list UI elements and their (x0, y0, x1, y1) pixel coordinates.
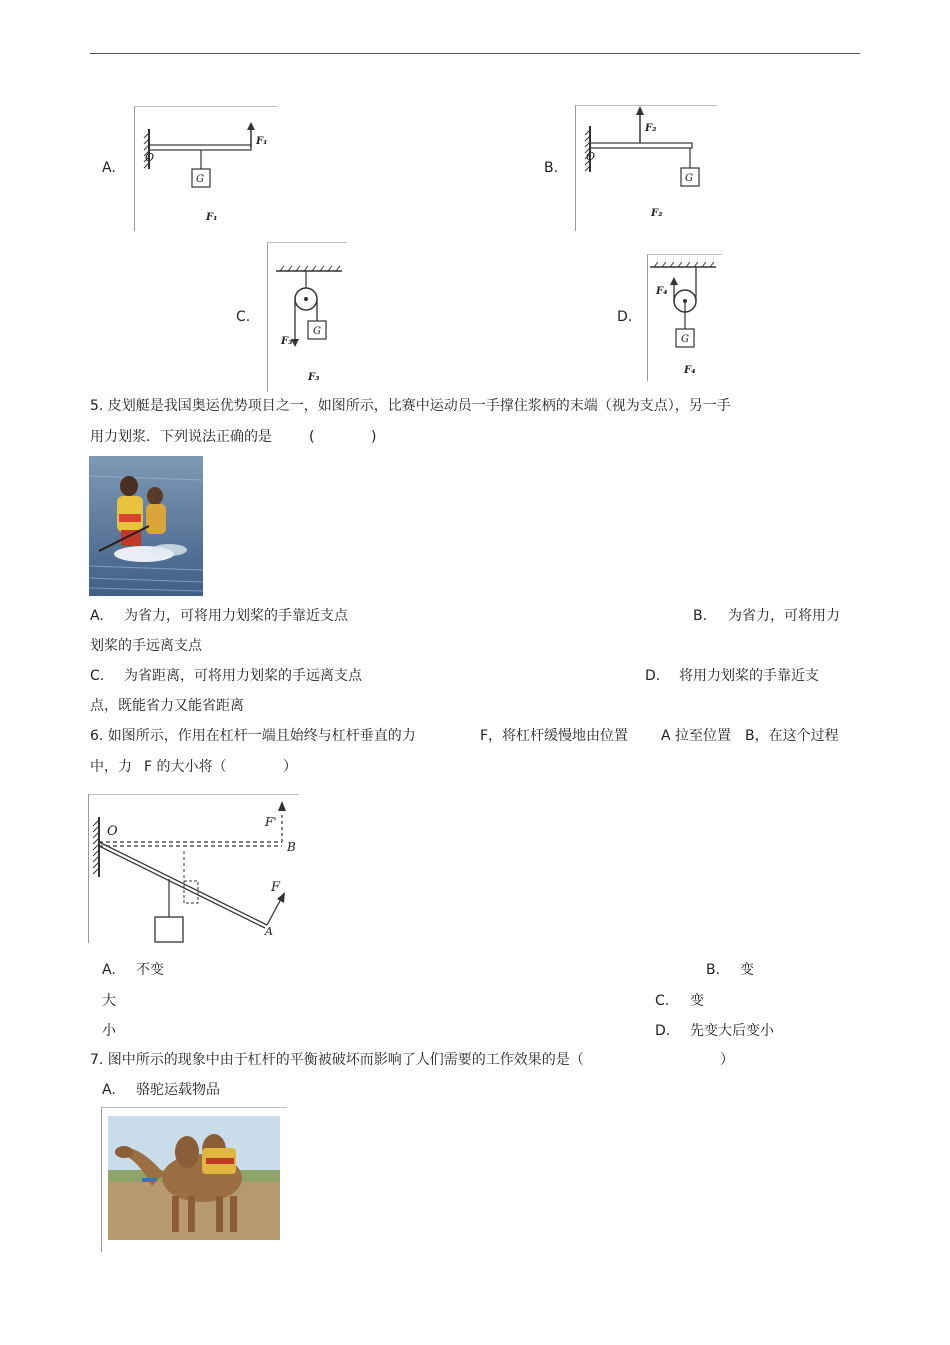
q4c-force-label: F₃ (281, 336, 293, 347)
q7-option-a-text: 骆驼运载物品 (136, 1082, 220, 1098)
q4d-weight: G (681, 334, 689, 345)
q6-stem-line1-a: 6. 如图所示，作用在杠杆一端且始终与杠杆垂直的力 (90, 728, 416, 744)
q7-stem-close: ） (720, 1052, 734, 1068)
q7-option-a-letter: A. (102, 1082, 116, 1098)
q4c-weight: G (313, 326, 321, 337)
q4-option-c-letter: C. (236, 309, 251, 325)
q4a-point-o: O (145, 151, 155, 164)
q4a-weight: G (196, 174, 204, 185)
q4b-force-caption: F₂ (651, 208, 663, 219)
q5-option-b-letter: B. (693, 608, 708, 624)
q4-figure-d (647, 254, 722, 381)
q5-stem-line1: 5. 皮划艇是我国奥运优势项目之一，如图所示，比赛中运动员一手撑住浆柄的末端（视为支点），另一手 (90, 398, 731, 414)
q4b-weight: G (685, 173, 693, 184)
q6-option-b-text: 变 (740, 962, 754, 978)
q6-option-c-text-cont: 小 (102, 1023, 116, 1039)
q6-stem-line2-c: ） (283, 759, 297, 775)
q5-option-c-letter: C. (90, 668, 105, 684)
q4b-force-label: F₂ (645, 123, 657, 134)
q4a-force-label: F₁ (256, 136, 268, 147)
q6-option-a-letter: A. (102, 962, 116, 978)
q6-option-a-text: 不变 (136, 962, 164, 978)
header-rule (90, 53, 860, 54)
q6-option-d-letter: D. (655, 1023, 671, 1039)
q4d-force-caption: F₄ (684, 365, 696, 376)
q4c-force-caption: F₃ (308, 372, 320, 383)
q5-answer-paren-open: ( (309, 429, 315, 445)
q6-fig-label-f: F (271, 880, 281, 895)
q7-stem: 7. 图中所示的现象中由于杠杆的平衡被破坏而影响了人们需要的工作效果的是（ (90, 1052, 584, 1068)
q5-option-d-text-cont: 点，既能省力又能省距离 (90, 698, 244, 714)
q6-stem-line2-b: F 的大小将（ (144, 759, 227, 775)
q5-option-a-text: 为省力，可将用力划桨的手靠近支点 (124, 608, 348, 624)
q6-lever-figure (88, 794, 299, 943)
q6-stem-line1-c: A 拉至位置 (661, 728, 732, 744)
q6-stem-line1-d: B，在这个过程 (745, 728, 839, 744)
q4a-force-caption: F₁ (206, 212, 218, 223)
q5-option-b-text-cont: 划桨的手远离支点 (90, 638, 202, 654)
q4-option-a-letter: A. (102, 160, 116, 176)
q6-fig-label-b: B (287, 840, 296, 854)
q6-fig-label-o: O (107, 824, 118, 839)
q4-option-b-letter: B. (544, 160, 559, 176)
q6-stem-line1-b: F，将杠杆缓慢地由位置 (480, 728, 629, 744)
q4d-force-label: F₄ (656, 286, 668, 297)
q4-figure-b (575, 105, 717, 231)
q5-option-c-text: 为省距离，可将用力划桨的手远离支点 (124, 668, 362, 684)
q6-stem-line2-a: 中，力 (90, 759, 132, 775)
q6-option-b-letter: B. (706, 962, 721, 978)
q5-kayak-photo (89, 456, 203, 596)
q4b-point-o: O (586, 150, 596, 163)
q4-figure-c (267, 242, 347, 392)
q6-fig-label-f-prime: F' (265, 815, 277, 829)
q4-figure-a (134, 106, 277, 231)
q6-option-c-text: 变 (690, 993, 704, 1009)
q6-fig-label-a: A (265, 925, 273, 938)
q7-camel-photo (101, 1107, 287, 1252)
q5-option-d-text: 将用力划桨的手靠近支 (679, 668, 819, 684)
q6-option-b-text-cont: 大 (102, 993, 116, 1009)
q6-option-c-letter: C. (655, 993, 670, 1009)
q5-option-b-text: 为省力，可将用力 (728, 608, 840, 624)
q5-option-a-letter: A. (90, 608, 104, 624)
q5-option-d-letter: D. (645, 668, 661, 684)
q6-option-d-text: 先变大后变小 (690, 1023, 774, 1039)
q5-answer-paren-close: ) (371, 429, 377, 445)
q4-option-d-letter: D. (617, 309, 633, 325)
q5-stem-line2: 用力划浆．下列说法正确的是 (90, 429, 272, 445)
